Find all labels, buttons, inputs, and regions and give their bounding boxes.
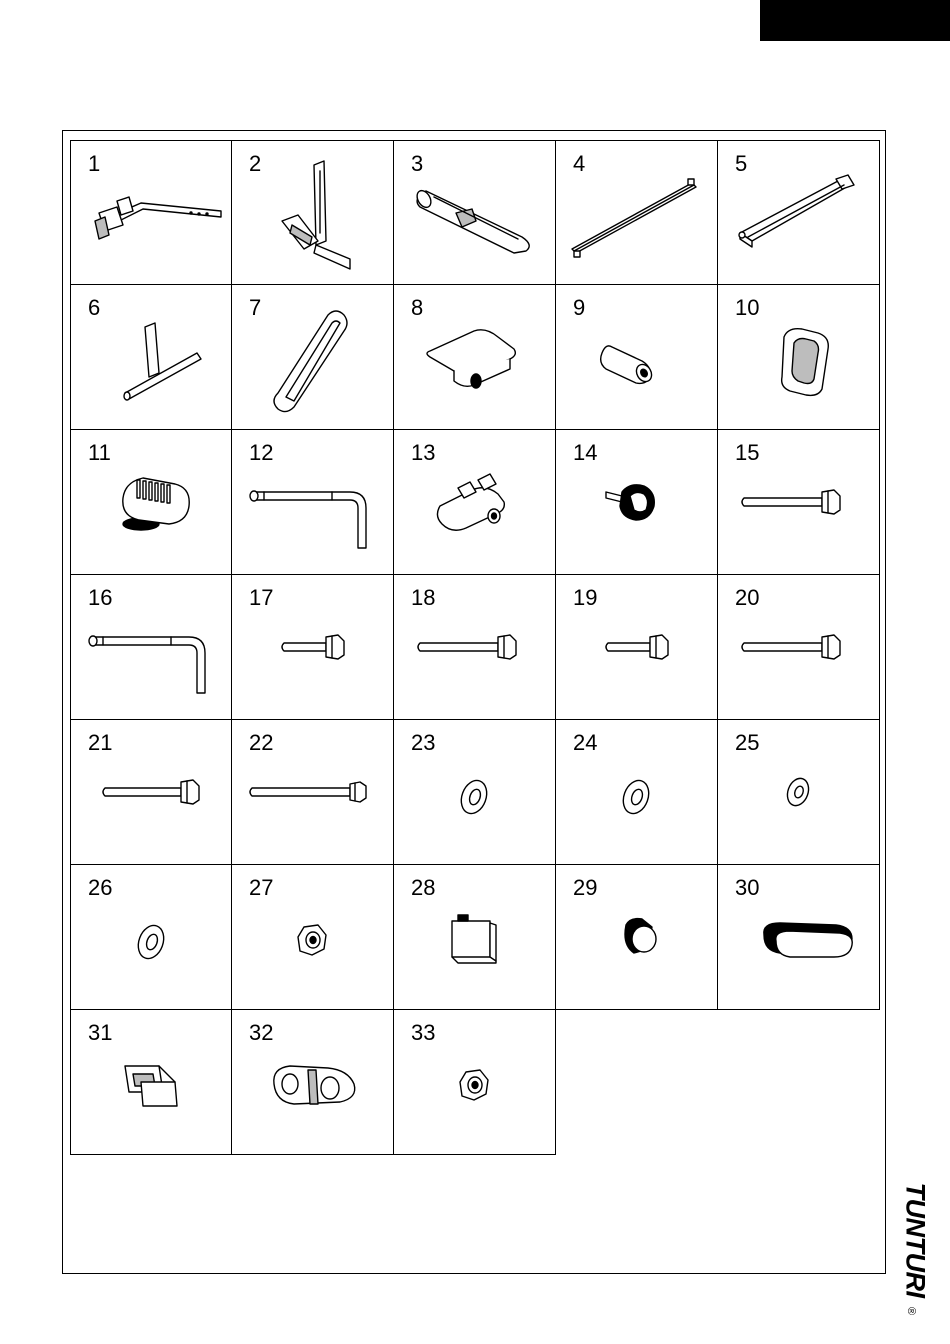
double-clamp-icon: [232, 1010, 394, 1155]
l-pin-icon: [71, 575, 233, 720]
oval-bushing-icon: [718, 285, 880, 430]
part-cell-9: [556, 285, 718, 430]
part-number: 23: [411, 730, 436, 755]
part-cell-11: [70, 430, 232, 575]
part-cell-28: [394, 865, 556, 1010]
brand-name: TUNTURI: [900, 1182, 931, 1298]
threaded-rod-bolt-icon: [232, 720, 394, 865]
back-pad-icon: [232, 285, 394, 430]
part-cell-31: [70, 1010, 232, 1155]
part-number: 4: [573, 151, 586, 176]
part-number: 12: [249, 440, 274, 465]
part-number: 21: [88, 730, 113, 755]
part-number: 30: [735, 875, 760, 900]
part-cell-26: [70, 865, 232, 1010]
square-end-cap-icon: [394, 865, 556, 1010]
part-number: 13: [411, 440, 436, 465]
part-number: 11: [88, 440, 111, 465]
tube-clamp-icon: [394, 430, 556, 575]
part-cell-1: [70, 140, 232, 285]
hex-bolt-short-icon: [556, 575, 718, 720]
hex-bolt-icon: [394, 575, 556, 720]
part-cell-8: [394, 285, 556, 430]
part-cell-4: [556, 140, 718, 285]
part-cell-21: [70, 720, 232, 865]
part-number: 31: [88, 1020, 113, 1045]
part-cell-7: [232, 285, 394, 430]
part-cell-25: [718, 720, 880, 865]
part-cell-30: [718, 865, 880, 1010]
hex-bolt-short-icon: [232, 575, 394, 720]
l-pin-icon: [232, 430, 394, 575]
part-cell-32: [232, 1010, 394, 1155]
part-number: 1: [88, 151, 101, 176]
part-cell-23: [394, 720, 556, 865]
lock-nut-icon: [232, 865, 394, 1010]
rect-end-cap-icon: [71, 1010, 233, 1155]
part-number: 33: [411, 1020, 436, 1045]
part-number: 7: [249, 295, 262, 320]
part-cell-13: [394, 430, 556, 575]
parts-grid: [70, 140, 880, 1152]
corner-tab: [760, 0, 950, 41]
washer-icon: [556, 720, 718, 865]
part-cell-24: [556, 720, 718, 865]
upright-frame-icon: [232, 141, 394, 286]
part-number: 9: [573, 295, 586, 320]
part-cell-3: [394, 140, 556, 285]
part-cell-2: [232, 140, 394, 285]
part-cell-27: [232, 865, 394, 1010]
part-cell-18: [394, 575, 556, 720]
part-cell-14: [556, 430, 718, 575]
part-number: 32: [249, 1020, 274, 1045]
frame-base-icon: [71, 141, 233, 286]
part-cell-22: [232, 720, 394, 865]
registered-mark: ®: [905, 1306, 918, 1316]
part-number: 20: [735, 585, 760, 610]
knob-screw-icon: [556, 430, 718, 575]
hex-bolt-long-icon: [71, 720, 233, 865]
part-number: 17: [249, 585, 274, 610]
part-cell-5: [718, 140, 880, 285]
washer-icon: [394, 720, 556, 865]
part-number: 29: [573, 875, 598, 900]
part-cell-33: [394, 1010, 556, 1155]
seat-pad-icon: [394, 285, 556, 430]
part-number: 27: [249, 875, 274, 900]
part-cell-29: [556, 865, 718, 1010]
part-number: 10: [735, 295, 760, 320]
part-cell-20: [718, 575, 880, 720]
part-number: 18: [411, 585, 436, 610]
part-cell-16: [70, 575, 232, 720]
part-cell-17: [232, 575, 394, 720]
part-cell-19: [556, 575, 718, 720]
part-number: 25: [735, 730, 760, 755]
part-number: 15: [735, 440, 760, 465]
channel-rail-icon: [718, 141, 880, 286]
part-number: 5: [735, 151, 748, 176]
part-cell-10: [718, 285, 880, 430]
part-number: 14: [573, 440, 598, 465]
part-number: 2: [249, 151, 262, 176]
part-cell-6: [70, 285, 232, 430]
part-number: 6: [88, 295, 101, 320]
washer-small-icon: [718, 720, 880, 865]
part-cell-15: [718, 430, 880, 575]
t-bar-icon: [71, 285, 233, 430]
part-number: 3: [411, 151, 424, 176]
roller-icon: [556, 285, 718, 430]
brand-logo: [885, 1165, 945, 1325]
oval-end-cap-icon: [718, 865, 880, 1010]
part-number: 16: [88, 585, 113, 610]
hex-bolt-icon: [718, 430, 880, 575]
part-number: 8: [411, 295, 424, 320]
part-cell-12: [232, 430, 394, 575]
part-number: 28: [411, 875, 436, 900]
round-end-cap-icon: [556, 865, 718, 1010]
part-number: 24: [573, 730, 598, 755]
part-number: 22: [249, 730, 274, 755]
long-rail-icon: [556, 141, 718, 286]
knob-cap-icon: [71, 430, 233, 575]
washer-icon: [71, 865, 233, 1010]
hex-bolt-icon: [718, 575, 880, 720]
part-number: 19: [573, 585, 598, 610]
lock-nut-icon: [394, 1010, 556, 1155]
part-number: 26: [88, 875, 113, 900]
tube-bracket-icon: [394, 141, 556, 286]
